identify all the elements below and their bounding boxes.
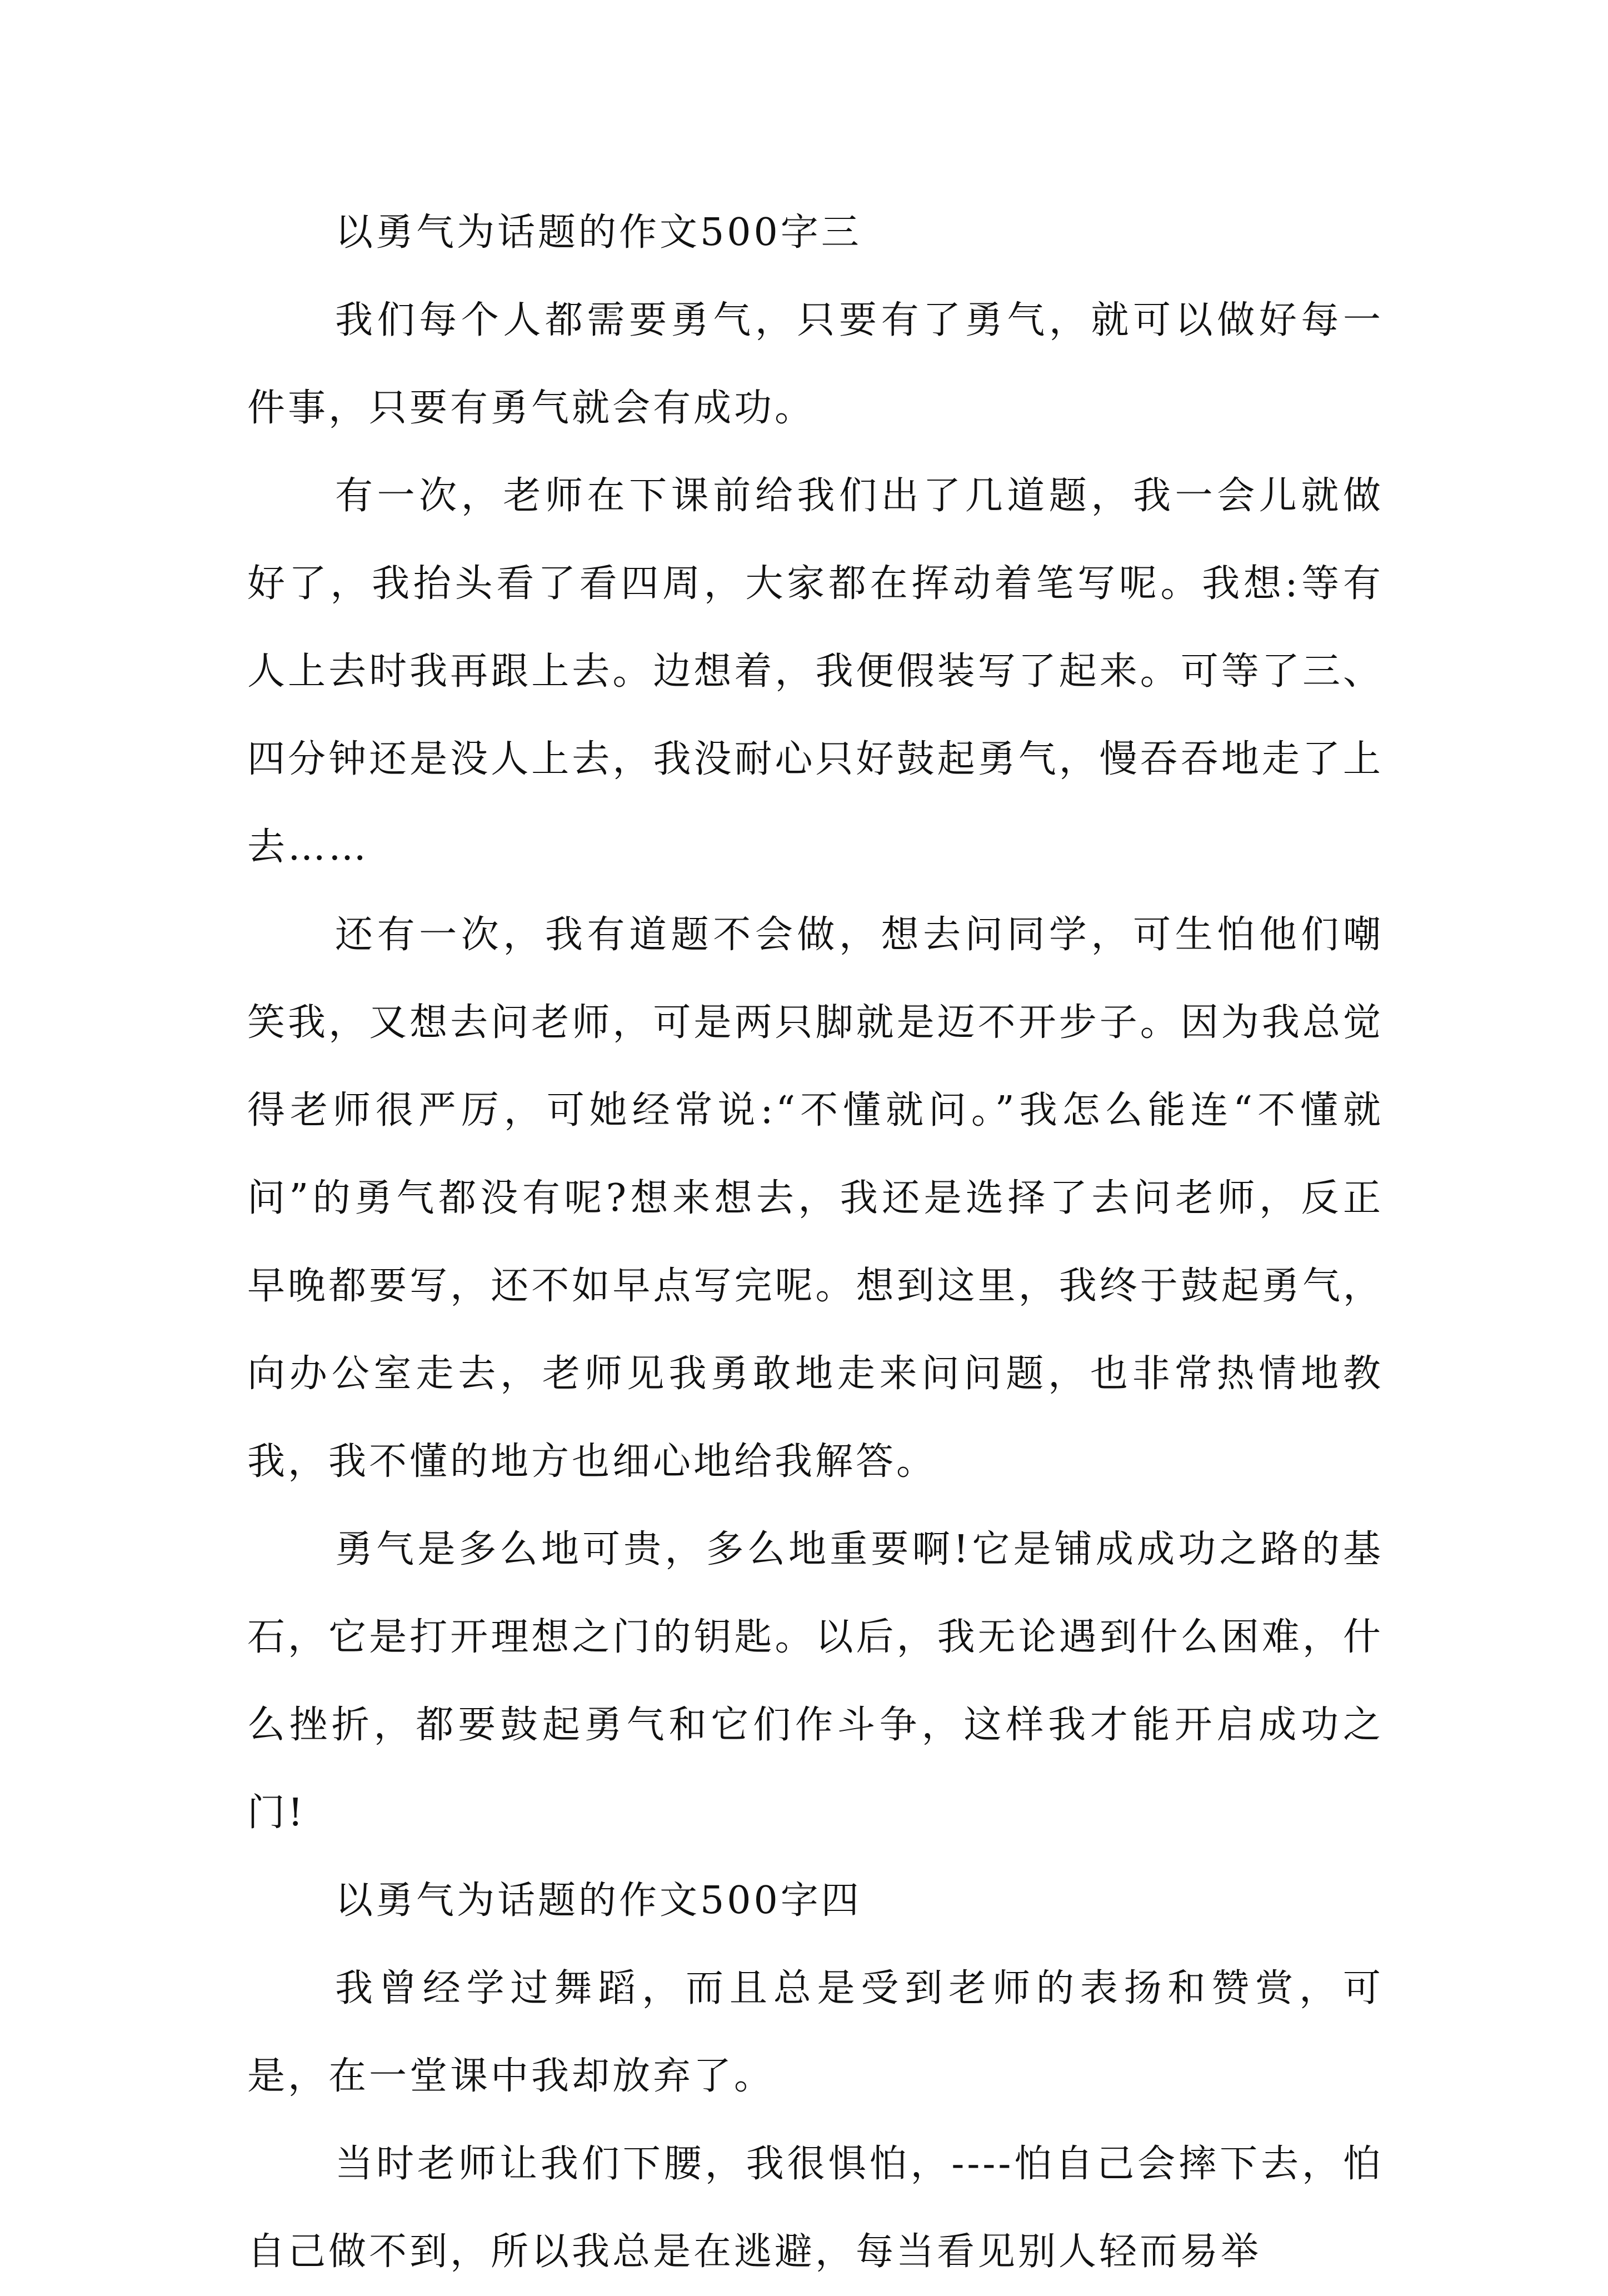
essay-section-three — [247, 189, 1384, 1857]
paragraph: 勇气是多么地可贵，多么地重要啊!它是铺成成功之路的基石，它是打开理想之门的钥匙。以后，我无论遇到什么困难，什么挫折，都要鼓起勇气和它们作斗争，这样我才能开启成功之门! — [247, 1528, 1384, 1835]
section-heading: 以勇气为话题的作文500字三 — [335, 211, 862, 254]
paragraph: 当时老师让我们下腰，我很惧怕，----怕自己会摔下去，怕自己做不到，所以我总是在逃避，每当看见别人轻而易举 — [247, 2142, 1384, 2274]
paragraph: 我曾经学过舞蹈，而且总是受到老师的表扬和赞赏，可是，在一堂课中我却放弃了。 — [247, 1966, 1384, 2098]
essay-section-four — [247, 1857, 1384, 2296]
paragraph: 还有一次，我有道题不会做，想去问同学，可生怕他们嘲笑我，又想去问老师，可是两只脚就是迈不开步子。因为我总觉得老师很严厉，可她经常说:“不懂就问。”我怎么能连“不懂就问”的勇气都没有呢?想来想去，我还是选择了去问老师，反正早晚都要写，还不如早点写完呢。想到这里，我终于鼓起勇气，向办公室走去，老师见我勇敢地走来问问题，也非常热情地教我，我不懂的地方也细心地给我解答。 — [247, 913, 1384, 1484]
paragraph: 有一次，老师在下课前给我们出了几道题，我一会儿就做好了，我抬头看了看四周，大家都在挥动着笔写呢。我想:等有人上去时我再跟上去。边想着，我便假装写了起来。可等了三、四分钟还是没人上去，我没耐心只好鼓起勇气，慢吞吞地走了上去…… — [247, 474, 1384, 869]
section-heading: 以勇气为话题的作文500字四 — [335, 1879, 862, 1923]
document-body — [247, 189, 1384, 2296]
paragraph: 我们每个人都需要勇气，只要有了勇气，就可以做好每一件事，只要有勇气就会有成功。 — [247, 298, 1384, 430]
